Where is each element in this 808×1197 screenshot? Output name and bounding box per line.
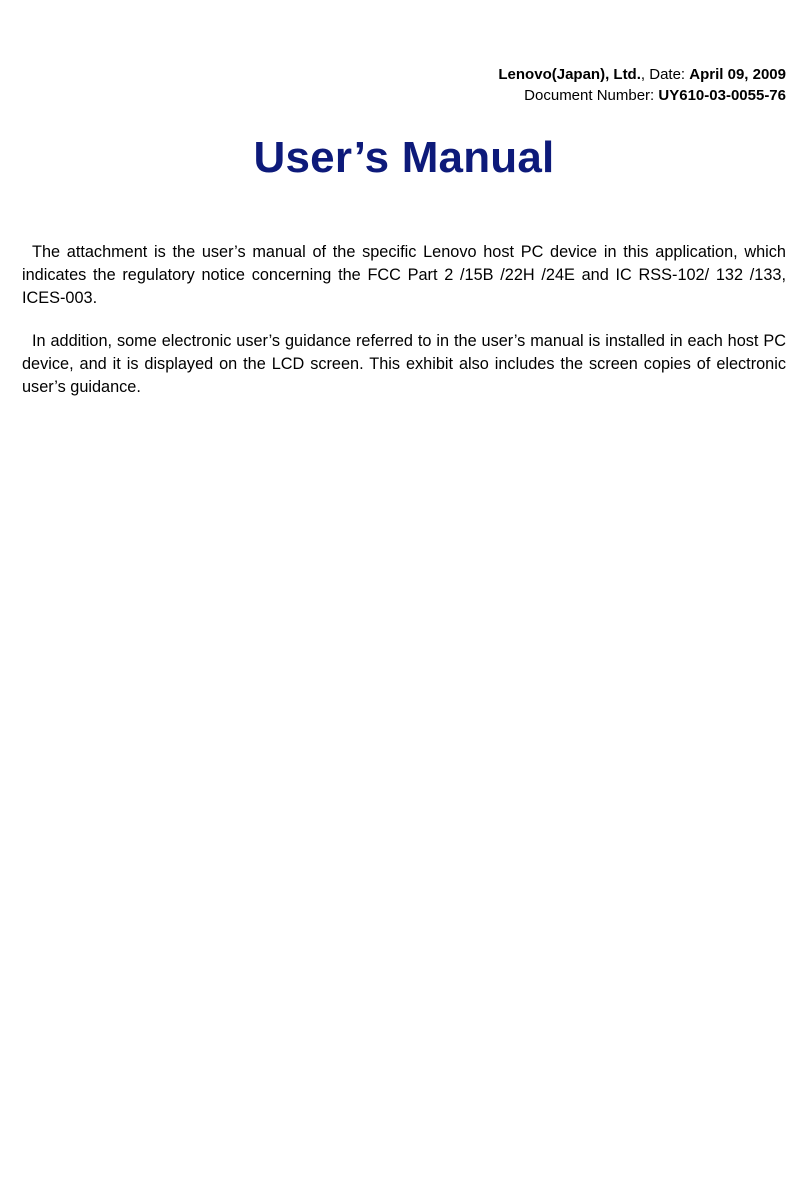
document-header	[498, 64, 786, 106]
header-docnum-line	[498, 85, 786, 106]
paragraph-addition: In addition, some electronic user’s guidance referred to in the user’s manual is installed in each host PC device, and it is displayed on the LCD screen. This exhibit also includes the screen copies of electronic user’s guidance.	[22, 332, 786, 396]
paragraph-attachment: The attachment is the user’s manual of the specific Lenovo host PC device in this application, which indicates the regulatory notice concerning the FCC Part 2 /15B /22H /24E and IC RSS-102/ 132 /133, ICES-003.	[22, 243, 786, 307]
document-number-value: UY610-03-0055-76	[658, 87, 786, 104]
date-value: April 09, 2009	[689, 66, 786, 83]
document-number-label: Document Number:	[524, 87, 655, 104]
company-suffix: ,	[640, 66, 646, 83]
header-company-date-line	[498, 64, 786, 85]
date-label: Date:	[649, 66, 686, 83]
page-title: User’s Manual	[253, 133, 555, 182]
company-name: Lenovo(Japan), Ltd.	[498, 66, 641, 83]
